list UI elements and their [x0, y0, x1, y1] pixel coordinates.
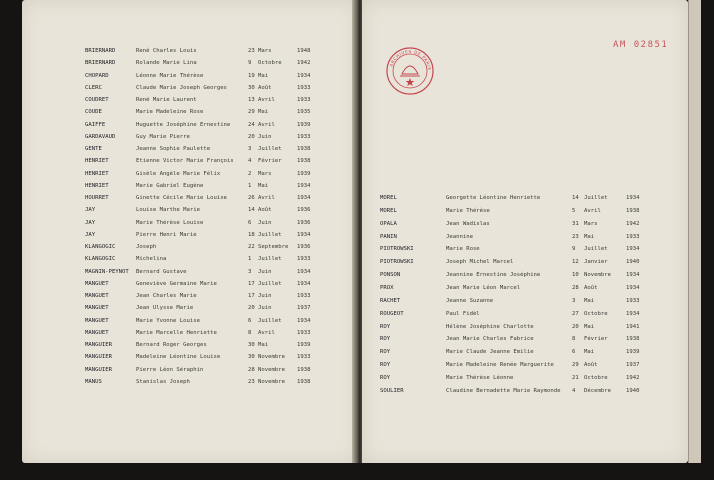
birth-month-cell: Avril [258, 195, 275, 201]
register-row [22, 229, 358, 241]
surname-cell: ROY [380, 349, 391, 356]
surname-cell: KLANGOGIC [85, 244, 116, 250]
given-names-cell: Jeannine Ernestine Joséphine [446, 272, 541, 279]
register-row [22, 119, 358, 131]
birth-month-cell: Juin [258, 268, 272, 275]
surname-cell: MANGUET [85, 329, 109, 336]
given-names-cell: Marie Madeleine Rose [136, 109, 204, 116]
given-names-cell: Paul Fidèl [446, 310, 480, 317]
given-names-cell: Claudine Bernadette Marie Raymonde [446, 387, 561, 394]
birth-day-cell: 14 [572, 195, 579, 201]
birth-year-cell: 1938 [297, 378, 311, 385]
birth-month-cell: Mai [584, 233, 595, 240]
birth-month-cell: Mai [258, 72, 269, 79]
register-row [22, 315, 358, 327]
register-row [362, 385, 688, 397]
birth-month-cell: Mai [584, 349, 595, 356]
given-names-cell: Hélène Joséphine Charlotte [446, 323, 534, 330]
surname-cell: MANGUIER [85, 354, 112, 361]
birth-day-cell: 5 [572, 207, 576, 214]
register-row [362, 333, 688, 345]
surname-cell: HENRIET [85, 158, 109, 165]
given-names-cell: Michelina [136, 256, 167, 263]
birth-day-cell: 29 [248, 109, 255, 116]
surname-cell: MOREL [380, 195, 397, 201]
surname-cell: HENRIET [85, 182, 109, 189]
register-row [22, 217, 358, 229]
register-row [22, 376, 358, 388]
birth-day-cell: 8 [248, 329, 252, 336]
given-names-cell: Jean Marie Léon Marcel [446, 284, 521, 291]
birth-year-cell: 1933 [297, 133, 311, 140]
birth-day-cell: 6 [572, 349, 576, 356]
given-names-cell: Marie Claude Jeanne Emilie [446, 349, 534, 356]
birth-day-cell: 6 [248, 219, 252, 226]
birth-day-cell: 1 [248, 182, 252, 189]
given-names-cell: René Marie Laurent [136, 97, 197, 103]
birth-year-cell: 1938 [626, 336, 640, 343]
birth-year-cell: 1935 [297, 109, 311, 116]
page-edge [688, 0, 701, 463]
register-row [22, 192, 358, 204]
birth-month-cell: Juillet [258, 256, 282, 263]
birth-month-cell: Mai [258, 109, 269, 116]
surname-cell: RACHET [380, 297, 401, 304]
birth-year-cell: 1934 [297, 72, 311, 79]
register-row [22, 82, 358, 94]
birth-month-cell: Janvier [584, 259, 608, 266]
birth-day-cell: 13 [248, 97, 255, 103]
register-row [22, 364, 358, 376]
birth-year-cell: 1939 [297, 342, 311, 348]
birth-month-cell: Avril [258, 97, 275, 103]
birth-day-cell: 9 [248, 60, 252, 67]
birth-month-cell: Octobre [258, 60, 282, 67]
birth-year-cell: 1933 [626, 233, 640, 240]
birth-day-cell: 3 [248, 268, 252, 275]
birth-month-cell: Novembre [258, 366, 285, 373]
birth-month-cell: Avril [258, 121, 275, 128]
given-names-cell: Jean Charles Marie [136, 293, 197, 299]
birth-year-cell: 1948 [297, 48, 311, 54]
birth-year-cell: 1934 [297, 195, 311, 201]
birth-month-cell: Juillet [258, 317, 282, 324]
surname-cell: COUDE [85, 109, 102, 116]
given-names-cell: Marie Rose [446, 246, 480, 253]
birth-day-cell: 28 [248, 366, 255, 373]
register-row [22, 290, 358, 302]
birth-month-cell: Mai [584, 297, 595, 304]
birth-month-cell: Août [258, 207, 272, 214]
birth-month-cell: Avril [258, 329, 275, 336]
birth-day-cell: 8 [572, 336, 576, 343]
given-names-cell: Pierre Henri Marie [136, 231, 197, 238]
register-row [22, 302, 358, 314]
surname-cell: PIOTROWSKI [380, 259, 414, 266]
birth-year-cell: 1934 [626, 284, 640, 291]
surname-cell: MOREL [380, 207, 397, 214]
register-row [362, 282, 688, 294]
given-names-cell: Joseph Michel Marcel [446, 259, 514, 266]
birth-year-cell: 1939 [297, 121, 311, 128]
birth-month-cell: Avril [584, 207, 601, 214]
birth-day-cell: 27 [572, 310, 579, 317]
surname-cell: PANIN [380, 233, 397, 240]
surname-cell: GAIFFE [85, 121, 106, 128]
birth-year-cell: 1933 [297, 97, 311, 103]
birth-day-cell: 18 [248, 231, 255, 238]
birth-year-cell: 1938 [297, 158, 311, 165]
birth-month-cell: Juillet [584, 195, 608, 201]
birth-year-cell: 1936 [297, 244, 311, 250]
surname-cell: MANGUET [85, 293, 109, 299]
register-row [22, 327, 358, 339]
birth-day-cell: 14 [248, 207, 255, 214]
birth-year-cell: 1937 [626, 362, 640, 369]
given-names-cell: Marie Thérèse [446, 207, 490, 214]
birth-month-cell: Juillet [258, 231, 282, 238]
given-names-cell: Claude Marie Joseph Georges [136, 84, 227, 91]
birth-day-cell: 20 [248, 305, 255, 312]
reference-number: AM 02851 [613, 40, 669, 50]
surname-cell: MANGUET [85, 305, 109, 312]
register-row [22, 94, 358, 106]
surname-cell: JAY [85, 219, 96, 226]
surname-cell: MANGUET [85, 280, 109, 287]
birth-day-cell: 9 [572, 246, 576, 253]
birth-day-cell: 4 [572, 387, 576, 394]
register-row [362, 231, 688, 243]
birth-month-cell: Mai [584, 323, 595, 330]
birth-month-cell: Novembre [258, 354, 285, 361]
surname-cell: COUDRET [85, 97, 109, 103]
surname-cell: GENTE [85, 146, 102, 152]
surname-cell: MANGUET [85, 317, 109, 324]
birth-day-cell: 20 [572, 323, 579, 330]
birth-day-cell: 3 [572, 297, 576, 304]
birth-day-cell: 12 [572, 259, 579, 266]
register-row [22, 106, 358, 118]
birth-day-cell: 3 [248, 146, 252, 152]
birth-day-cell: 21 [572, 374, 579, 381]
birth-month-cell: Août [584, 284, 598, 291]
birth-year-cell: 1938 [297, 146, 311, 152]
birth-month-cell: Mars [258, 170, 272, 177]
birth-day-cell: 19 [248, 72, 255, 79]
register-row [362, 359, 688, 371]
birth-month-cell: Février [584, 336, 608, 343]
given-names-cell: Jean Wadislas [446, 220, 490, 227]
given-names-cell: Pierre Léon Séraphin [136, 366, 204, 373]
surname-cell: ROY [380, 336, 391, 343]
birth-month-cell: Juillet [258, 146, 282, 152]
surname-cell: HENRIET [85, 170, 109, 177]
birth-month-cell: Septembre [258, 244, 289, 250]
birth-month-cell: Novembre [258, 378, 285, 385]
birth-year-cell: 1934 [297, 280, 311, 287]
birth-year-cell: 1933 [297, 84, 311, 91]
given-names-cell: Jean Marie Charles Fabrice [446, 336, 534, 343]
given-names-cell: Jean Ulysse Marie [136, 305, 194, 312]
birth-day-cell: 23 [248, 378, 255, 385]
given-names-cell: Georgette Léontine Henriette [446, 195, 541, 201]
surname-cell: ROUGEOT [380, 310, 404, 317]
surname-cell: ROY [380, 362, 391, 369]
birth-month-cell: Octobre [584, 310, 608, 317]
birth-year-cell: 1934 [626, 246, 640, 253]
surname-cell: CHOPARD [85, 72, 109, 79]
birth-year-cell: 1937 [297, 305, 311, 312]
birth-month-cell: Février [258, 158, 282, 165]
birth-year-cell: 1934 [626, 310, 640, 317]
given-names-cell: Huguette Joséphine Ernestine [136, 121, 231, 128]
birth-day-cell: 1 [248, 256, 252, 263]
birth-year-cell: 1942 [297, 60, 311, 67]
register-row [362, 321, 688, 333]
register-row [362, 218, 688, 230]
birth-day-cell: 20 [248, 133, 255, 140]
birth-day-cell: 23 [248, 48, 255, 54]
given-names-cell: Stanislas Joseph [136, 378, 190, 385]
birth-day-cell: 22 [248, 244, 255, 250]
birth-day-cell: 31 [572, 220, 579, 227]
given-names-cell: Gisèle Angèle Marie Félix [136, 170, 221, 177]
birth-month-cell: Octobre [584, 374, 608, 381]
register-row [22, 131, 358, 143]
register-row [362, 372, 688, 384]
birth-day-cell: 30 [248, 84, 255, 91]
birth-year-cell: 1934 [297, 231, 311, 238]
register-row [362, 256, 688, 268]
given-names-cell: Marie Marcelle Henriette [136, 329, 217, 336]
register-row [362, 192, 688, 204]
given-names-cell: Jeanne Suzanne [446, 297, 494, 304]
birth-month-cell: Juin [258, 293, 272, 299]
birth-month-cell: Mai [258, 342, 269, 348]
surname-cell: BRIERNARD [85, 60, 116, 67]
register-row [362, 295, 688, 307]
birth-month-cell: Juillet [584, 246, 608, 253]
register-row [362, 243, 688, 255]
birth-year-cell: 1933 [297, 293, 311, 299]
register-row [362, 205, 688, 217]
birth-year-cell: 1941 [626, 323, 640, 330]
birth-month-cell: Juin [258, 305, 272, 312]
birth-year-cell: 1934 [297, 268, 311, 275]
surname-cell: OPALA [380, 220, 397, 227]
birth-day-cell: 6 [248, 317, 252, 324]
surname-cell: PIOTROWSKI [380, 246, 414, 253]
birth-year-cell: 1933 [297, 256, 311, 263]
birth-year-cell: 1933 [626, 297, 640, 304]
birth-year-cell: 1939 [626, 349, 640, 356]
register-row [22, 339, 358, 351]
given-names-cell: Bernard Gustave [136, 268, 187, 275]
register-row [22, 278, 358, 290]
surname-cell: CLERC [85, 84, 102, 91]
birth-day-cell: 23 [572, 233, 579, 240]
given-names-cell: Ginette Cécile Marie Louise [136, 195, 227, 201]
given-names-cell: Bernard Roger Georges [136, 342, 207, 348]
given-names-cell: Marie Madeleine Renée Marguerite [446, 362, 554, 369]
given-names-cell: Jeanne Sophie Paulette [136, 146, 211, 152]
birth-month-cell: Août [584, 362, 598, 369]
surname-cell: MANGUIER [85, 366, 112, 373]
register-row [22, 57, 358, 69]
surname-cell: PROX [380, 284, 394, 291]
given-names-cell: Jeannine [446, 233, 473, 240]
birth-day-cell: 29 [572, 362, 579, 369]
birth-month-cell: Juillet [258, 280, 282, 287]
given-names-cell: Léonne Marie Thérèse [136, 72, 204, 79]
register-row [22, 168, 358, 180]
left-page [22, 0, 358, 463]
given-names-cell: Louise Marthe Marie [136, 207, 200, 214]
birth-day-cell: 17 [248, 280, 255, 287]
given-names-cell: Etienne Victor Marie François [136, 158, 234, 165]
birth-year-cell: 1934 [297, 182, 311, 189]
surname-cell: MANGUIER [85, 342, 112, 348]
register-row [22, 266, 358, 278]
register-row [22, 253, 358, 265]
birth-year-cell: 1936 [297, 219, 311, 226]
birth-day-cell: 4 [248, 158, 252, 165]
birth-year-cell: 1939 [297, 170, 311, 177]
birth-day-cell: 28 [572, 284, 579, 291]
birth-year-cell: 1934 [626, 195, 640, 201]
birth-day-cell: 17 [248, 293, 255, 299]
birth-month-cell: Août [258, 84, 272, 91]
birth-month-cell: Décembre [584, 387, 611, 394]
surname-cell: ROY [380, 374, 391, 381]
given-names-cell: Madeleine Léontine Louise [136, 354, 221, 361]
birth-year-cell: 1940 [626, 387, 640, 394]
birth-day-cell: 24 [248, 121, 255, 128]
register-row [22, 204, 358, 216]
birth-year-cell: 1938 [297, 366, 311, 373]
surname-cell: JAY [85, 207, 96, 214]
surname-cell: MAGNIN-PEYNOT [85, 268, 129, 275]
birth-month-cell: Mai [258, 182, 269, 189]
birth-year-cell: 1934 [297, 317, 311, 324]
given-names-cell: Marie Gabriel Eugène [136, 182, 204, 189]
given-names-cell: Joseph [136, 244, 157, 250]
surname-cell: GARDAVAUD [85, 133, 116, 140]
register-row [22, 45, 358, 57]
given-names-cell: Marie Thérèse Louise [136, 219, 204, 226]
register-row [22, 143, 358, 155]
birth-month-cell: Mars [258, 48, 272, 54]
birth-day-cell: 10 [572, 272, 579, 279]
birth-month-cell: Mars [584, 220, 598, 227]
surname-cell: ROY [380, 323, 391, 330]
register-row [22, 351, 358, 363]
surname-cell: HOURRET [85, 195, 109, 201]
surname-cell: BRIERNARD [85, 48, 116, 54]
archive-stamp [384, 45, 436, 97]
birth-month-cell: Novembre [584, 272, 611, 279]
birth-month-cell: Juin [258, 133, 272, 140]
birth-year-cell: 1936 [297, 207, 311, 214]
birth-day-cell: 30 [248, 354, 255, 361]
surname-cell: SOULIER [380, 387, 404, 394]
stamp-text: ARCHIVES DE PARIS [388, 48, 433, 71]
register-row [22, 241, 358, 253]
register-row [22, 180, 358, 192]
birth-year-cell: 1942 [626, 374, 640, 381]
birth-day-cell: 26 [248, 195, 255, 201]
given-names-cell: Guy Marie Pierre [136, 133, 190, 140]
birth-day-cell: 30 [248, 342, 255, 348]
birth-year-cell: 1934 [626, 272, 640, 279]
birth-year-cell: 1940 [626, 259, 640, 266]
given-names-cell: Rolande Marie Lina [136, 60, 197, 67]
register-row [362, 346, 688, 358]
given-names-cell: Geneviève Germaine Marie [136, 280, 217, 287]
birth-year-cell: 1942 [626, 220, 640, 227]
birth-year-cell: 1938 [626, 207, 640, 214]
given-names-cell: Marie Thérèse Léonne [446, 374, 514, 381]
birth-year-cell: 1933 [297, 329, 311, 336]
surname-cell: JAY [85, 231, 96, 238]
given-names-cell: René Charles Louis [136, 48, 197, 54]
birth-day-cell: 2 [248, 170, 252, 177]
birth-year-cell: 1933 [297, 354, 311, 361]
birth-month-cell: Juin [258, 219, 272, 226]
register-row [362, 308, 688, 320]
given-names-cell: Marie Yvonne Louise [136, 317, 200, 324]
surname-cell: KLANGOGIC [85, 256, 116, 263]
register-row [22, 70, 358, 82]
surname-cell: PONSON [380, 272, 401, 279]
register-row [362, 269, 688, 281]
surname-cell: MANUS [85, 378, 102, 385]
register-row [22, 155, 358, 167]
